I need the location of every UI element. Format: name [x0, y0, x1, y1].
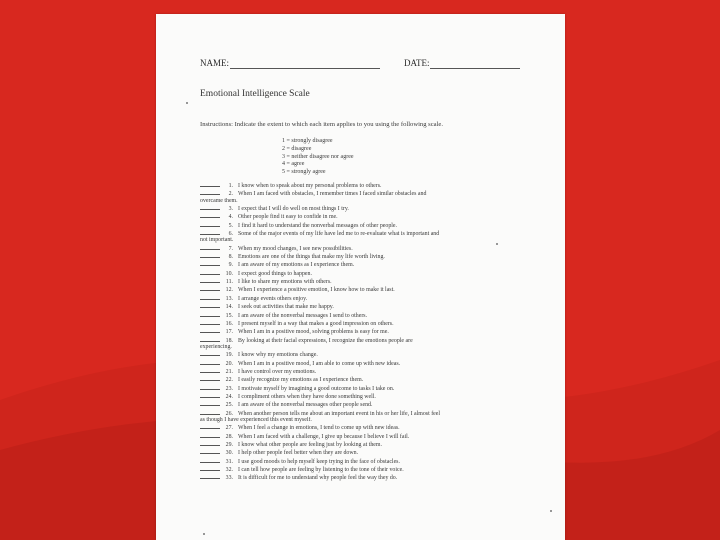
list-item — [200, 319, 532, 327]
item-number: 7. — [228, 245, 233, 252]
list-item — [200, 409, 532, 417]
list-item — [200, 384, 532, 392]
response-blank[interactable] — [200, 221, 220, 227]
item-text: By looking at their facial expressions, I recognize the emotions people are — [238, 337, 413, 344]
response-blank[interactable] — [200, 473, 220, 479]
response-blank[interactable] — [200, 392, 220, 398]
item-text: I help other people feel better when they are down. — [238, 450, 359, 457]
response-blank[interactable] — [200, 212, 220, 218]
list-item — [200, 311, 532, 319]
item-number: 14. — [225, 304, 233, 311]
item-list — [200, 181, 532, 482]
response-blank[interactable] — [200, 204, 220, 210]
item-number: 21. — [225, 368, 233, 375]
date-blank-line — [430, 68, 520, 69]
list-item — [200, 302, 532, 310]
rating-scale — [282, 138, 354, 177]
list-item — [200, 229, 532, 237]
item-text: When I experience a positive emotion, I know how to make it last. — [238, 287, 395, 294]
item-text: Some of the major events of my life have led me to re-evaluate what is important and — [238, 231, 440, 238]
response-blank[interactable] — [200, 409, 220, 415]
response-blank[interactable] — [200, 244, 220, 250]
item-number: 16. — [225, 320, 233, 327]
item-text: I have control over my emotions. — [238, 368, 317, 375]
date-label: DATE: — [404, 58, 430, 68]
response-blank[interactable] — [200, 294, 220, 300]
item-text: I motivate myself by imagining a good outcome to tasks I take on. — [238, 385, 395, 392]
list-item — [200, 189, 532, 197]
item-text-continuation: overcame them. — [200, 197, 238, 204]
item-number: 4. — [228, 214, 233, 221]
document-page — [156, 14, 565, 540]
list-item — [200, 327, 532, 335]
item-number: 8. — [228, 254, 233, 261]
list-item — [200, 448, 532, 456]
item-text-continuation: experiencing. — [200, 343, 232, 350]
item-text: I know what other people are feeling just by looking at them. — [238, 442, 382, 448]
list-item — [200, 400, 532, 408]
response-blank[interactable] — [200, 423, 220, 429]
name-label: NAME: — [200, 58, 229, 68]
item-number: 13. — [225, 295, 233, 302]
item-number: 3. — [228, 206, 233, 213]
item-number: 2. — [228, 191, 233, 198]
response-blank[interactable] — [200, 336, 220, 342]
response-blank[interactable] — [200, 375, 220, 381]
list-item — [200, 457, 532, 465]
scan-speck — [496, 243, 498, 245]
item-text: I know when to speak about my personal problems to others. — [238, 183, 382, 189]
response-blank[interactable] — [200, 189, 220, 195]
item-text: When my mood changes, I see new possibilities. — [238, 245, 353, 252]
response-blank[interactable] — [200, 277, 220, 283]
response-blank[interactable] — [200, 448, 220, 454]
list-item — [200, 260, 532, 268]
item-number: 12. — [225, 287, 233, 294]
list-item — [200, 294, 532, 302]
list-item — [200, 440, 532, 448]
item-text: I compliment others when they have done something well. — [238, 393, 376, 400]
item-number: 10. — [225, 270, 233, 277]
item-text: It is difficult for me to understand why people feel the way they do. — [238, 475, 398, 482]
response-blank[interactable] — [200, 252, 220, 258]
response-blank[interactable] — [200, 350, 220, 356]
list-item — [200, 336, 532, 344]
scale-option: 4 = agree — [282, 161, 305, 168]
response-blank[interactable] — [200, 327, 220, 333]
item-number: 17. — [225, 329, 233, 336]
item-text: I like to share my emotions with others. — [238, 279, 332, 286]
item-number: 23. — [225, 385, 233, 392]
scale-option: 3 = neither disagree nor agree — [282, 153, 354, 160]
item-number: 15. — [225, 312, 233, 319]
list-item — [200, 252, 532, 260]
list-item — [200, 473, 532, 481]
list-item — [200, 367, 532, 375]
item-text: I know why my emotions change. — [238, 352, 318, 359]
scan-speck — [186, 102, 188, 104]
item-text-continuation: not important. — [200, 237, 234, 244]
list-item — [200, 277, 532, 285]
item-text: I seek out activities that make me happy. — [238, 304, 334, 311]
list-item — [200, 269, 532, 277]
item-number: 24. — [225, 393, 233, 400]
item-number: 11. — [225, 279, 233, 286]
item-text: I am aware of the nonverbal messages other people send. — [238, 402, 373, 409]
item-text: Emotions are one of the things that make my life worth living. — [238, 254, 385, 261]
item-number: 5. — [228, 222, 233, 229]
item-number: 1. — [228, 183, 233, 189]
item-number: 9. — [228, 262, 233, 269]
item-text: I can tell how people are feeling by listening to the tone of their voice. — [238, 467, 404, 474]
item-text: When I am in a positive mood, I am able to come up with new ideas. — [238, 360, 401, 367]
response-blank[interactable] — [200, 367, 220, 373]
list-item — [200, 350, 532, 358]
response-blank[interactable] — [200, 432, 220, 438]
item-number: 19. — [225, 352, 233, 359]
scan-speck — [203, 533, 205, 535]
item-text: I expect good things to happen. — [238, 270, 312, 277]
item-text-continuation: as though I have experienced this event myself. — [200, 416, 312, 423]
item-number: 27. — [225, 425, 233, 432]
instructions-text: Instructions: Indicate the extent to which each item applies to you using the following scale. — [200, 121, 443, 128]
list-item — [200, 432, 532, 440]
list-item — [200, 244, 532, 252]
response-blank[interactable] — [200, 269, 220, 275]
response-blank[interactable] — [200, 285, 220, 291]
list-item — [200, 285, 532, 293]
header-row — [200, 58, 525, 72]
response-blank[interactable] — [200, 260, 220, 266]
list-item — [200, 423, 532, 431]
item-text: Other people find it easy to confide in me. — [238, 214, 338, 221]
list-item — [200, 392, 532, 400]
list-item — [200, 359, 532, 367]
item-number: 30. — [225, 450, 233, 457]
response-blank[interactable] — [200, 181, 220, 187]
item-number: 32. — [225, 467, 233, 474]
item-text: When I feel a change in emotions, I tend to come up with new ideas. — [238, 425, 400, 432]
scale-option: 5 = strongly agree — [282, 169, 326, 176]
item-number: 25. — [225, 402, 233, 409]
item-text: I arrange events others enjoy. — [238, 295, 308, 302]
item-text: I easily recognize my emotions as I experience them. — [238, 377, 364, 384]
response-blank[interactable] — [200, 319, 220, 325]
item-text: When I am in a positive mood, solving problems is easy for me. — [238, 329, 389, 336]
response-blank[interactable] — [200, 229, 220, 235]
item-number: 22. — [225, 377, 233, 384]
item-text: When another person tells me about an important event in his or her life, I almost feel — [238, 410, 441, 417]
list-item — [200, 465, 532, 473]
item-text: I present myself in a way that makes a good impression on others. — [238, 320, 394, 327]
item-number: 26. — [225, 410, 233, 417]
list-item — [200, 375, 532, 383]
list-item — [200, 181, 532, 189]
item-text: I am aware of my emotions as I experience them. — [238, 262, 355, 269]
response-blank[interactable] — [200, 311, 220, 317]
response-blank[interactable] — [200, 400, 220, 406]
response-blank[interactable] — [200, 302, 220, 308]
document-title: Emotional Intelligence Scale — [200, 89, 310, 99]
item-number: 33. — [225, 475, 233, 482]
item-number: 6. — [228, 231, 233, 238]
item-text: I find it hard to understand the nonverbal messages of other people. — [238, 222, 398, 229]
response-blank[interactable] — [200, 465, 220, 471]
item-number: 18. — [225, 337, 233, 344]
item-text: I am aware of the nonverbal messages I send to others. — [238, 312, 368, 319]
item-number: 29. — [225, 442, 233, 448]
item-text: I expect that I will do well on most things I try. — [238, 206, 349, 213]
list-item — [200, 221, 532, 229]
scan-speck — [550, 510, 552, 512]
response-blank[interactable] — [200, 384, 220, 390]
item-number: 28. — [225, 433, 233, 440]
response-blank[interactable] — [200, 457, 220, 463]
item-number: 31. — [225, 458, 233, 465]
scale-option: 1 = strongly disagree — [282, 138, 333, 144]
name-blank-line — [230, 68, 380, 69]
item-number: 20. — [225, 360, 233, 367]
list-item — [200, 212, 532, 220]
list-item — [200, 204, 532, 212]
response-blank[interactable] — [200, 440, 220, 446]
scale-option: 2 = disagree — [282, 145, 312, 152]
item-text: When I am faced with obstacles, I remember times I faced similar obstacles and — [238, 191, 427, 198]
item-text: I use good moods to help myself keep trying in the face of obstacles. — [238, 458, 400, 465]
response-blank[interactable] — [200, 359, 220, 365]
item-text: When I am faced with a challenge, I give up because I believe I will fail. — [238, 433, 410, 440]
